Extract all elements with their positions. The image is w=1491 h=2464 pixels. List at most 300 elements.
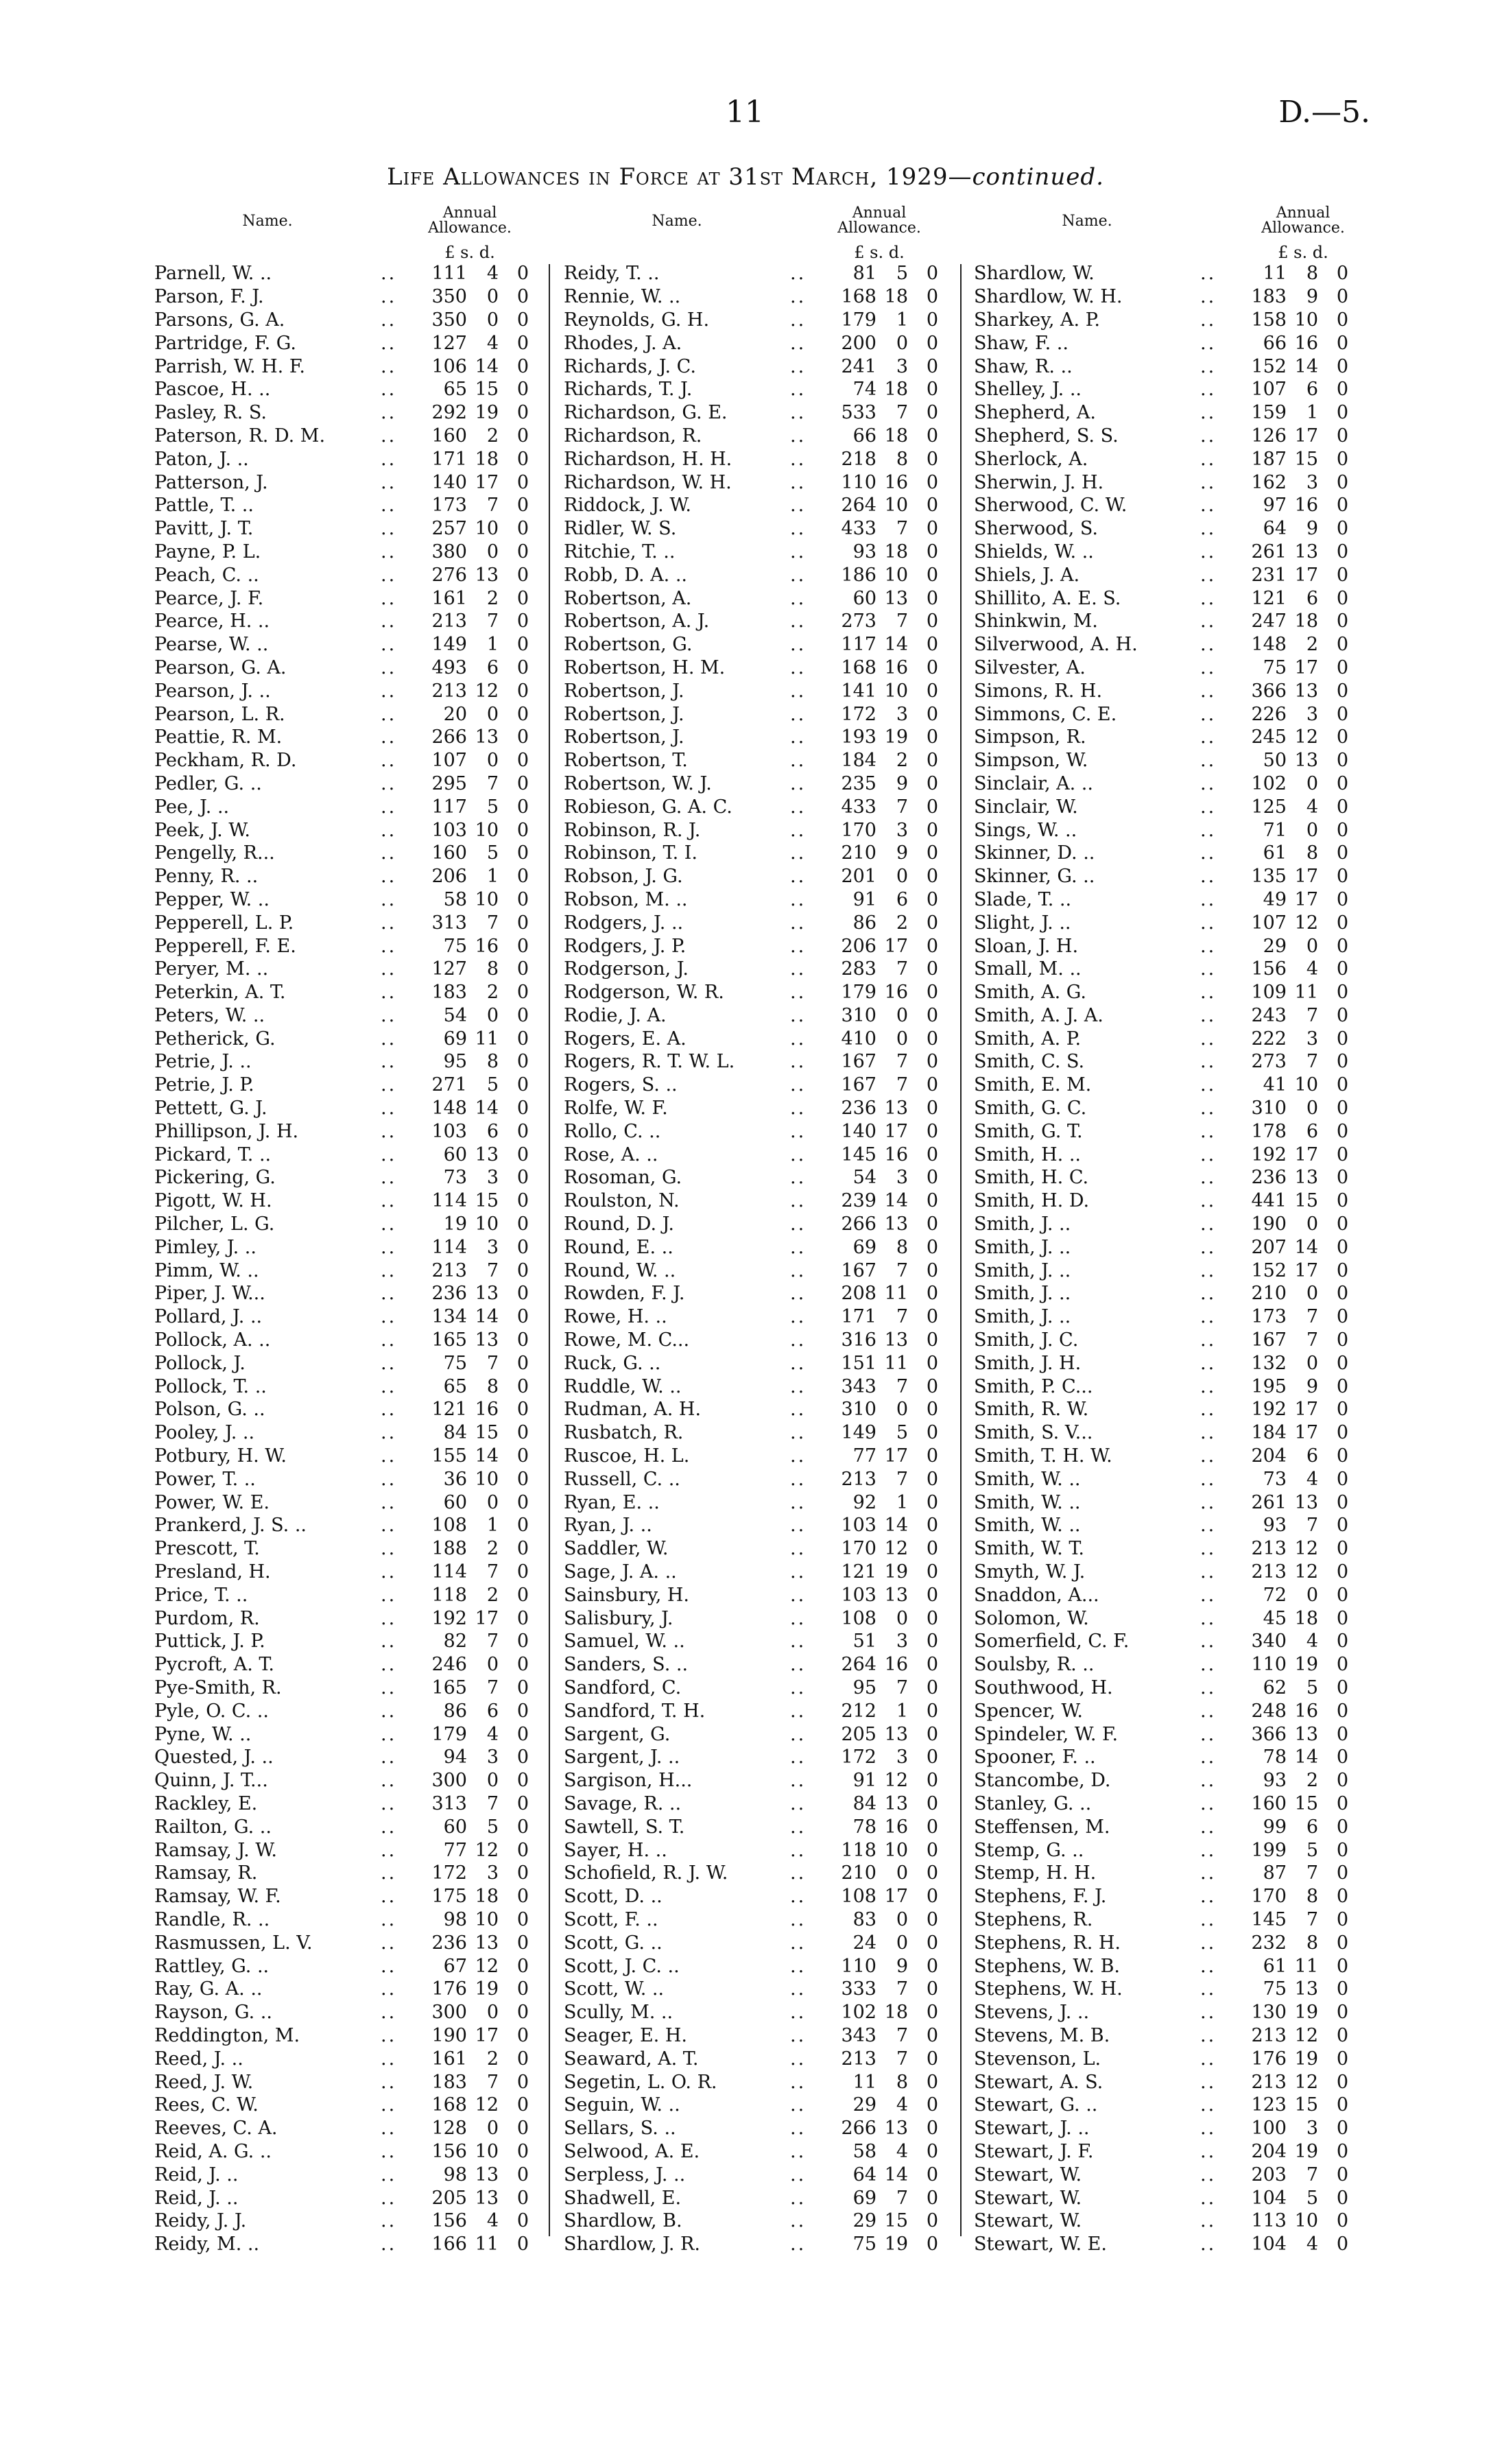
shillings-cell: 14: [884, 634, 908, 656]
leader-dots: ..: [1200, 1677, 1217, 1698]
table-row: [564, 1746, 938, 1769]
shillings-cell: 17: [475, 2024, 499, 2046]
shillings-cell: 7: [896, 1051, 908, 1073]
pence-cell: 0: [926, 1631, 938, 1652]
shillings-cell: 1: [486, 1515, 499, 1537]
pence-cell: 0: [926, 1654, 938, 1676]
table-row: [564, 749, 938, 772]
leader-dots: ..: [1200, 958, 1217, 980]
leader-dots: ..: [1200, 1792, 1217, 1814]
pence-cell: 0: [1336, 379, 1348, 401]
pence-cell: 0: [1336, 866, 1348, 888]
table-row: [154, 401, 529, 425]
pence-cell: 0: [926, 1468, 938, 1490]
pounds-cell: 108: [431, 1515, 467, 1537]
name-cell: Pickard, T. ..: [154, 1144, 272, 1165]
shillings-cell: 3: [896, 1631, 908, 1652]
pence-cell: 0: [1336, 1955, 1348, 1977]
pence-cell: 0: [1336, 564, 1348, 586]
pounds-cell: 50: [1263, 750, 1287, 772]
shillings-cell: 15: [475, 379, 499, 401]
pence-cell: 0: [1336, 541, 1348, 562]
name-cell: Sainsbury, H.: [564, 1584, 690, 1606]
name-cell: Stemp, H. H.: [974, 1862, 1097, 1884]
shillings-cell: 17: [475, 471, 499, 493]
pounds-cell: 247: [1251, 611, 1287, 632]
pounds-cell: 236: [841, 1098, 876, 1120]
table-row: [564, 1815, 938, 1838]
pence-cell: 0: [1336, 518, 1348, 540]
table-row: [974, 1120, 1348, 1143]
leader-dots: ..: [790, 1190, 807, 1212]
pence-cell: 0: [516, 1375, 529, 1397]
name-cell: Smith, E. M.: [974, 1074, 1092, 1096]
leader-dots: ..: [381, 1190, 397, 1212]
pence-cell: 0: [516, 1074, 529, 1096]
pounds-cell: 81: [852, 263, 876, 285]
shillings-cell: 2: [1306, 634, 1318, 656]
leader-dots: ..: [381, 1723, 397, 1745]
pence-cell: 0: [1336, 1190, 1348, 1212]
leader-dots: ..: [381, 866, 397, 888]
name-cell: Sargent, J. ..: [564, 1746, 680, 1768]
pounds-cell: 62: [1263, 1677, 1287, 1698]
pence-cell: 0: [1336, 1932, 1348, 1954]
pounds-cell: 148: [1251, 634, 1287, 656]
pounds-cell: 410: [841, 1028, 876, 1050]
pounds-cell: 167: [841, 1074, 876, 1096]
name-cell: Purdom, R.: [154, 1607, 260, 1629]
pence-cell: 0: [516, 1654, 529, 1676]
shillings-cell: 2: [896, 750, 908, 772]
table-row: [564, 355, 938, 378]
table-row: [974, 378, 1348, 401]
leader-dots: ..: [1200, 2024, 1217, 2046]
pence-cell: 0: [926, 1816, 938, 1838]
name-cell: Stewart, W.: [974, 2164, 1082, 2185]
table-row: [154, 285, 529, 309]
table-row: [154, 2047, 529, 2070]
pence-cell: 0: [926, 1445, 938, 1467]
leader-dots: ..: [381, 1445, 397, 1467]
table-row: [564, 772, 938, 796]
page-number: 11: [726, 95, 764, 130]
pence-cell: 0: [516, 750, 529, 772]
name-cell: Stephens, W. H.: [974, 1978, 1123, 2000]
pounds-cell: 117: [431, 796, 467, 818]
name-cell: Robertson, W. J.: [564, 772, 712, 794]
name-cell: Petrie, J. P.: [154, 1074, 254, 1096]
shillings-cell: 0: [1306, 772, 1318, 794]
pounds-cell: 210: [841, 842, 876, 864]
pence-cell: 0: [1336, 2118, 1348, 2140]
table-row: [564, 1583, 938, 1607]
pounds-cell: 266: [841, 2118, 876, 2140]
shillings-cell: 7: [1306, 1908, 1318, 1930]
pounds-cell: 64: [852, 2164, 876, 2185]
leader-dots: ..: [1200, 1746, 1217, 1768]
table-row: [974, 1421, 1348, 1445]
table-row: [974, 2210, 1348, 2233]
shillings-cell: 19: [1294, 2140, 1318, 2162]
name-cell: Rudman, A. H.: [564, 1399, 702, 1421]
leader-dots: ..: [790, 656, 807, 678]
leader-dots: ..: [381, 1515, 397, 1537]
shillings-cell: 4: [486, 1723, 499, 1745]
allowance-rows: [564, 262, 938, 2256]
leader-dots: ..: [790, 1607, 807, 1629]
shillings-cell: 16: [884, 471, 908, 493]
pence-cell: 0: [1336, 680, 1348, 702]
pounds-cell: 61: [1263, 842, 1287, 864]
table-row: [564, 425, 938, 448]
table-row: [154, 1561, 529, 1584]
pounds-cell: 243: [1251, 1004, 1287, 1026]
header-currency-units: £ s. d.: [444, 243, 495, 262]
pounds-cell: 210: [841, 1862, 876, 1884]
pounds-cell: 110: [841, 1955, 876, 1977]
pounds-cell: 69: [852, 1236, 876, 1258]
pence-cell: 0: [926, 1908, 938, 1930]
pence-cell: 0: [926, 1144, 938, 1165]
table-row: [974, 2047, 1348, 2070]
pounds-cell: 29: [852, 2094, 876, 2116]
pounds-cell: 188: [431, 1538, 467, 1560]
pounds-cell: 167: [841, 1259, 876, 1281]
name-cell: Rogers, S. ..: [564, 1074, 678, 1096]
shillings-cell: 0: [1306, 1283, 1318, 1305]
leader-dots: ..: [790, 935, 807, 957]
shillings-cell: 8: [1306, 263, 1318, 285]
pounds-cell: 161: [431, 587, 467, 609]
table-row: [974, 1351, 1348, 1375]
leader-dots: ..: [1200, 726, 1217, 748]
shillings-cell: 8: [1306, 1932, 1318, 1954]
pence-cell: 0: [1336, 1098, 1348, 1120]
name-cell: Pyle, O. C. ..: [154, 1700, 269, 1722]
leader-dots: ..: [381, 1283, 397, 1305]
pence-cell: 0: [1336, 1074, 1348, 1096]
pence-cell: 0: [926, 796, 938, 818]
pounds-cell: 292: [431, 402, 467, 424]
pence-cell: 0: [926, 842, 938, 864]
pounds-cell: 187: [1251, 448, 1287, 470]
name-cell: Parnell, W. ..: [154, 263, 272, 285]
pence-cell: 0: [926, 2094, 938, 2116]
leader-dots: ..: [1200, 309, 1217, 331]
table-row: [154, 2186, 529, 2210]
pence-cell: 0: [516, 1746, 529, 1768]
leader-dots: ..: [381, 2002, 397, 2024]
name-cell: Sellars, S. ..: [564, 2118, 676, 2140]
shillings-cell: 8: [896, 2071, 908, 2093]
pence-cell: 0: [926, 1491, 938, 1513]
table-row: [154, 1050, 529, 1074]
pence-cell: 0: [516, 1932, 529, 1954]
table-row: [564, 1166, 938, 1189]
table-row: [564, 1375, 938, 1398]
name-cell: Pycroft, A. T.: [154, 1654, 274, 1676]
shillings-cell: 0: [486, 1004, 499, 1026]
table-row: [564, 1954, 938, 1978]
pounds-cell: 261: [1251, 541, 1287, 562]
pence-cell: 0: [1336, 587, 1348, 609]
table-row: [564, 587, 938, 610]
leader-dots: ..: [790, 634, 807, 656]
pence-cell: 0: [516, 518, 529, 540]
shillings-cell: 1: [486, 634, 499, 656]
header-annual-allowance: Annual Allowance.: [428, 204, 512, 237]
shillings-cell: 9: [1306, 286, 1318, 308]
shillings-cell: 0: [486, 750, 499, 772]
shillings-cell: 15: [475, 1190, 499, 1212]
pence-cell: 0: [516, 726, 529, 748]
name-cell: Stancombe, D.: [974, 1770, 1111, 1792]
table-row: [564, 447, 938, 471]
name-cell: Pilcher, L. G.: [154, 1213, 275, 1235]
name-cell: Scott, G. ..: [564, 1932, 663, 1954]
table-row: [154, 1329, 529, 1352]
leader-dots: ..: [1200, 680, 1217, 702]
pounds-cell: 206: [841, 935, 876, 957]
name-cell: Ray, G. A. ..: [154, 1978, 263, 2000]
name-cell: Stephens, F. J.: [974, 1886, 1107, 1908]
column-divider: [549, 264, 550, 2236]
leader-dots: ..: [1200, 2071, 1217, 2093]
name-cell: Simpson, W.: [974, 750, 1088, 772]
table-row: [564, 1722, 938, 1746]
pounds-cell: 210: [1251, 1283, 1287, 1305]
pounds-cell: 49: [1263, 888, 1287, 910]
pence-cell: 0: [516, 1399, 529, 1421]
leader-dots: ..: [1200, 564, 1217, 586]
table-row: [564, 1259, 938, 1282]
name-cell: Shepherd, S. S.: [974, 425, 1119, 447]
pence-cell: 0: [926, 1839, 938, 1861]
pounds-cell: 121: [1251, 587, 1287, 609]
table-row: [564, 633, 938, 656]
leader-dots: ..: [790, 1723, 807, 1745]
name-cell: Polson, G. ..: [154, 1399, 265, 1421]
table-row: [564, 795, 938, 818]
table-row: [564, 1398, 938, 1421]
shillings-cell: 13: [1294, 680, 1318, 702]
name-cell: Robertson, J.: [564, 703, 684, 725]
pounds-cell: 94: [443, 1746, 467, 1768]
pounds-cell: 121: [431, 1399, 467, 1421]
pence-cell: 0: [926, 1283, 938, 1305]
name-cell: Phillipson, J. H.: [154, 1120, 299, 1142]
pounds-cell: 103: [841, 1584, 876, 1606]
leader-dots: ..: [1200, 587, 1217, 609]
pounds-cell: 45: [1263, 1607, 1287, 1629]
pounds-cell: 222: [1251, 1028, 1287, 1050]
name-cell: Peckham, R. D.: [154, 750, 297, 772]
pounds-cell: 141: [841, 680, 876, 702]
pence-cell: 0: [516, 1770, 529, 1792]
pence-cell: 0: [926, 495, 938, 517]
name-cell: Savage, R. ..: [564, 1792, 682, 1814]
shillings-cell: 12: [475, 1839, 499, 1861]
table-row: [154, 1746, 529, 1769]
table-row: [154, 1213, 529, 1236]
pence-cell: 0: [1336, 772, 1348, 794]
name-cell: Segetin, L. O. R.: [564, 2071, 717, 2093]
name-cell: Potbury, H. W.: [154, 1445, 287, 1467]
pence-cell: 0: [516, 1445, 529, 1467]
pounds-cell: 236: [1251, 1167, 1287, 1189]
name-cell: Pollard, J. ..: [154, 1306, 263, 1328]
pounds-cell: 350: [431, 286, 467, 308]
name-cell: Reid, J. ..: [154, 2187, 239, 2209]
leader-dots: ..: [790, 1167, 807, 1189]
table-row: [974, 2070, 1348, 2094]
name-cell: Scully, M. ..: [564, 2002, 673, 2024]
pence-cell: 0: [926, 1004, 938, 1026]
name-cell: Robinson, R. J.: [564, 819, 701, 841]
column-header: [564, 206, 938, 262]
pence-cell: 0: [516, 2071, 529, 2093]
shillings-cell: 17: [1294, 1259, 1318, 1281]
pence-cell: 0: [1336, 726, 1348, 748]
table-row: [564, 1908, 938, 1932]
name-cell: Sargison, H...: [564, 1770, 693, 1792]
table-row: [974, 2094, 1348, 2117]
pounds-cell: 75: [1263, 1978, 1287, 2000]
pence-cell: 0: [1336, 309, 1348, 331]
pence-cell: 0: [516, 2118, 529, 2140]
leader-dots: ..: [790, 1399, 807, 1421]
name-cell: Stewart, A. S.: [974, 2071, 1104, 2093]
pounds-cell: 151: [841, 1352, 876, 1374]
name-cell: Smyth, W. J.: [974, 1561, 1086, 1583]
table-row: [564, 1561, 938, 1584]
pence-cell: 0: [1336, 2234, 1348, 2255]
pounds-cell: 58: [443, 888, 467, 910]
pounds-cell: 24: [852, 1932, 876, 1954]
pence-cell: 0: [926, 1538, 938, 1560]
leader-dots: ..: [1200, 1190, 1217, 1212]
name-cell: Robson, M. ..: [564, 888, 688, 910]
table-row: [564, 1607, 938, 1630]
leader-dots: ..: [790, 425, 807, 447]
shillings-cell: 3: [486, 1167, 499, 1189]
shillings-cell: 13: [475, 726, 499, 748]
pence-cell: 0: [926, 912, 938, 934]
table-row: [974, 1398, 1348, 1421]
pounds-cell: 130: [1251, 2002, 1287, 2024]
shillings-cell: 10: [475, 1908, 499, 1930]
pounds-cell: 75: [443, 1352, 467, 1374]
leader-dots: ..: [1200, 1422, 1217, 1444]
shillings-cell: 16: [475, 935, 499, 957]
name-cell: Stewart, J. ..: [974, 2118, 1090, 2140]
leader-dots: ..: [381, 541, 397, 562]
table-row: [564, 679, 938, 702]
pence-cell: 0: [1336, 448, 1348, 470]
leader-dots: ..: [381, 495, 397, 517]
name-cell: Rodgers, J. ..: [564, 912, 684, 934]
table-row: [564, 842, 938, 865]
table-row: [564, 888, 938, 912]
shillings-cell: 7: [486, 2071, 499, 2093]
shillings-cell: 0: [1306, 1584, 1318, 1606]
shillings-cell: 13: [1294, 1167, 1318, 1189]
pounds-cell: 65: [443, 379, 467, 401]
table-row: [564, 2117, 938, 2140]
table-row: [564, 1838, 938, 1862]
pence-cell: 0: [516, 796, 529, 818]
shillings-cell: 9: [896, 842, 908, 864]
name-cell: Reddington, M.: [154, 2024, 300, 2046]
name-cell: Rosoman, G.: [564, 1167, 682, 1189]
pence-cell: 0: [516, 1190, 529, 1212]
leader-dots: ..: [790, 1422, 807, 1444]
shillings-cell: 7: [1306, 1515, 1318, 1537]
table-row: [154, 1815, 529, 1838]
shillings-cell: 16: [1294, 332, 1318, 354]
pounds-cell: 172: [841, 703, 876, 725]
shillings-cell: 7: [896, 958, 908, 980]
table-row: [564, 2070, 938, 2094]
shillings-cell: 3: [486, 1236, 499, 1258]
table-row: [564, 2047, 938, 2070]
shillings-cell: 16: [475, 1399, 499, 1421]
column-2: [564, 206, 938, 2256]
pence-cell: 0: [926, 263, 938, 285]
name-cell: Rhodes, J. A.: [564, 332, 682, 354]
table-row: [154, 2163, 529, 2186]
shillings-cell: 14: [1294, 1746, 1318, 1768]
leader-dots: ..: [381, 1932, 397, 1954]
leader-dots: ..: [381, 1607, 397, 1629]
table-row: [154, 1491, 529, 1514]
shillings-cell: 5: [1306, 1839, 1318, 1861]
table-row: [154, 2210, 529, 2233]
shillings-cell: 12: [884, 1538, 908, 1560]
leader-dots: ..: [790, 1352, 807, 1374]
pence-cell: 0: [1336, 1654, 1348, 1676]
shillings-cell: 10: [1294, 309, 1318, 331]
pence-cell: 0: [516, 912, 529, 934]
name-cell: Scott, W. ..: [564, 1978, 665, 2000]
shillings-cell: 12: [1294, 912, 1318, 934]
leader-dots: ..: [790, 286, 807, 308]
leader-dots: ..: [381, 286, 397, 308]
table-row: [564, 541, 938, 564]
shillings-cell: 4: [1306, 796, 1318, 818]
pence-cell: 0: [516, 1561, 529, 1583]
pence-cell: 0: [1336, 1561, 1348, 1583]
leader-dots: ..: [790, 2187, 807, 2209]
pounds-cell: 127: [431, 332, 467, 354]
name-cell: Stewart, W.: [974, 2210, 1082, 2232]
table-row: [154, 563, 529, 587]
name-cell: Pimm, W. ..: [154, 1259, 259, 1281]
table-row: [564, 656, 938, 680]
name-cell: Railton, G. ..: [154, 1816, 272, 1838]
pounds-cell: 231: [1251, 564, 1287, 586]
shillings-cell: 0: [896, 1908, 908, 1930]
name-cell: Power, T. ..: [154, 1468, 256, 1490]
table-row: [564, 494, 938, 517]
table-row: [974, 865, 1348, 888]
name-cell: Quested, J. ..: [154, 1746, 274, 1768]
leader-dots: ..: [381, 587, 397, 609]
pounds-cell: 213: [1251, 2071, 1287, 2093]
pence-cell: 0: [516, 1028, 529, 1050]
name-cell: Smith, A. P.: [974, 1028, 1082, 1050]
